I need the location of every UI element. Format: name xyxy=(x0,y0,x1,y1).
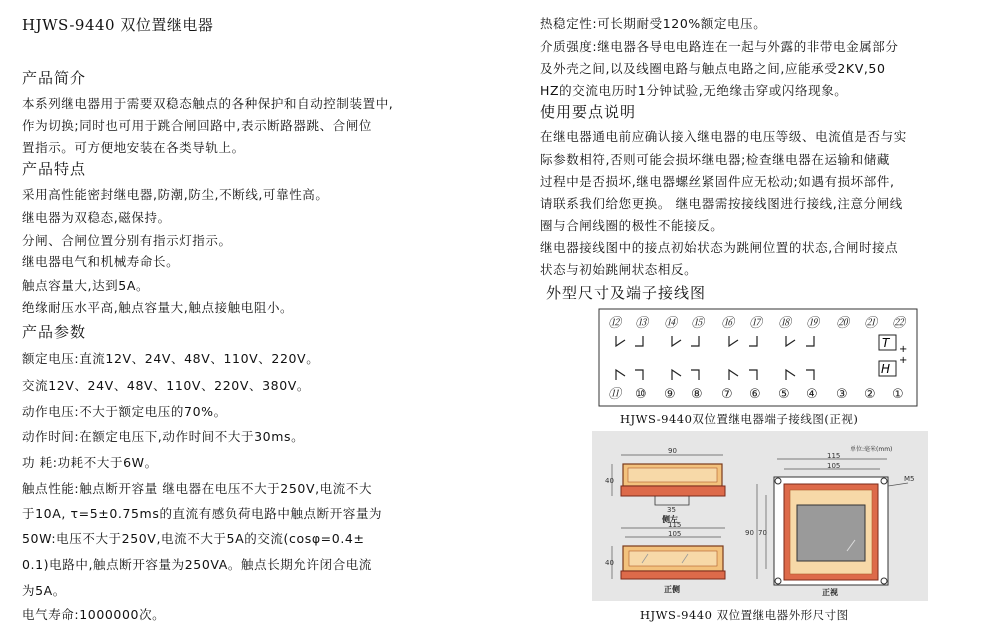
intro-line: 本系列继电器用于需要双稳态触点的各种保护和自动控制装置中, xyxy=(22,96,394,111)
terminal-label: ⑲ xyxy=(806,316,820,331)
param-line: 动作时间:在额定电压下,动作时间不大于30ms。 xyxy=(22,429,305,444)
params-heading: 产品参数 xyxy=(22,323,87,341)
feature-line: 触点容量大,达到5A。 xyxy=(22,278,150,293)
param-line: 额定电压:直流12V、24V、48V、110V、220V。 xyxy=(22,351,320,366)
dim-115: 115 xyxy=(668,521,682,529)
side-left-label: 侧左 xyxy=(662,515,678,524)
wiring-diagram xyxy=(598,308,918,408)
document-title: HJWS-9440 双位置继电器 xyxy=(22,16,214,34)
right-line: 及外壳之间,以及线圈电路与触点电路之间,应能承受2KV,50 xyxy=(540,61,886,76)
feature-line: 继电器为双稳态,磁保持。 xyxy=(22,210,171,225)
diagram-heading: 外型尺寸及端子接线图 xyxy=(546,284,707,302)
unit-label: 单位:毫米(mm) xyxy=(850,446,893,453)
terminal-label: ⑮ xyxy=(691,316,705,331)
dim-90-front: 90 xyxy=(745,529,754,537)
param-line: 于10A, τ=5±0.75ms的直流有感负荷电路中触点断开容量为 xyxy=(22,506,383,521)
terminal-label: ① xyxy=(892,387,904,402)
outline-drawing xyxy=(592,431,928,601)
dim-70: 70 xyxy=(758,529,767,537)
param-line: 动作电压:不大于额定电压的70%。 xyxy=(22,404,227,419)
coil-h-plus: + xyxy=(899,355,908,366)
param-line: 触点性能:触点断开容量 继电器在电压不大于250V,电流不大 xyxy=(22,481,373,496)
usage-line: 过程中是否损坏,继电器螺丝紧固件应无松动;如遇有损坏部件, xyxy=(540,174,895,189)
usage-line: 圈与合闸线圈的极性不能接反。 xyxy=(540,218,724,233)
coil-t-plus: + xyxy=(899,344,908,355)
terminal-label: ⑯ xyxy=(721,316,735,331)
dim-105-front: 105 xyxy=(827,462,841,470)
usage-line: 状态与初始跳闸状态相反。 xyxy=(540,262,698,277)
terminal-label: ㉑ xyxy=(864,316,878,331)
terminal-label: ⑤ xyxy=(778,387,790,402)
right-line: 介质强度:继电器各导电电路连在一起与外露的非带电金属部分 xyxy=(540,39,899,54)
usage-line: 请联系我们给您更换。 继电器需按接线图进行接线,注意分闸线 xyxy=(540,196,903,211)
usage-line: 在继电器通电前应确认接入继电器的电压等级、电流值是否与实 xyxy=(540,129,907,144)
right-line: 热稳定性:可长期耐受120%额定电压。 xyxy=(540,16,767,31)
dim-115-front: 115 xyxy=(827,452,841,460)
terminal-label: ⑬ xyxy=(635,316,649,331)
front-side-label: 正侧 xyxy=(664,585,680,594)
param-line: 为5A。 xyxy=(22,583,66,598)
usage-heading: 使用要点说明 xyxy=(540,103,637,121)
param-line: 50W:电压不大于250V,电流不大于5A的交流(cosφ=0.4± xyxy=(22,531,365,546)
param-line: 电气寿命:1000000次。 xyxy=(22,607,166,622)
dim-40b: 40 xyxy=(605,559,614,567)
features-heading: 产品特点 xyxy=(22,160,87,178)
feature-line: 分闸、合闸位置分别有指示灯指示。 xyxy=(22,233,232,248)
intro-line: 作为切换;同时也可用于跳合闸回路中,表示断路器跳、合闸位 xyxy=(22,118,372,133)
outline-caption: HJWS-9440 双位置继电器外形尺寸图 xyxy=(640,608,849,622)
terminal-label: ⑰ xyxy=(749,316,763,331)
terminal-label: ⑩ xyxy=(635,387,647,402)
param-line: 0.1)电路中,触点断开容量为250VA。触点长期允许闭合电流 xyxy=(22,557,372,572)
terminal-label: ⑱ xyxy=(778,316,792,331)
feature-line: 采用高性能密封继电器,防潮,防尘,不断线,可靠性高。 xyxy=(22,187,329,202)
wiring-caption: HJWS-9440双位置继电器端子接线图(正视) xyxy=(620,412,859,426)
terminal-label: ㉒ xyxy=(892,316,906,331)
terminal-label: ⑪ xyxy=(608,387,622,402)
terminal-label: ② xyxy=(864,387,876,402)
front-view-label: 正视 xyxy=(822,588,838,597)
feature-line: 继电器电气和机械寿命长。 xyxy=(22,254,180,269)
usage-line: 继电器接线图中的接点初始状态为跳闸位置的状态,合闸时接点 xyxy=(540,240,899,255)
terminal-label: ⑧ xyxy=(691,387,703,402)
terminal-label: ⑦ xyxy=(721,387,733,402)
param-line: 交流12V、24V、48V、110V、220V、380V。 xyxy=(22,378,310,393)
front-view-window xyxy=(797,505,865,561)
m5-label: M5 xyxy=(904,475,915,483)
terminal-label: ④ xyxy=(806,387,818,402)
terminal-label: ⑳ xyxy=(836,316,850,331)
terminal-label: ⑫ xyxy=(608,316,622,331)
coil-t-label: T xyxy=(882,336,890,350)
intro-heading: 产品简介 xyxy=(22,69,87,87)
intro-line: 置指示。可方便地安装在各类导轨上。 xyxy=(22,140,245,155)
dim-40: 40 xyxy=(605,477,614,485)
terminal-label: ③ xyxy=(836,387,848,402)
dim-105: 105 xyxy=(668,530,682,538)
right-line: HZ的交流电历时1分钟试验,无绝缘击穿或闪络现象。 xyxy=(540,83,848,98)
feature-line: 绝缘耐压水平高,触点容量大,触点接触电阻小。 xyxy=(22,300,294,315)
param-line: 功 耗:功耗不大于6W。 xyxy=(22,455,158,470)
terminal-label: ⑨ xyxy=(664,387,676,402)
dim-35: 35 xyxy=(667,506,676,514)
terminal-label: ⑥ xyxy=(749,387,761,402)
dim-90: 90 xyxy=(668,447,677,455)
usage-line: 际参数相符,否则可能会损坏继电器;检查继电器在运输和储藏 xyxy=(540,152,890,167)
terminal-label: ⑭ xyxy=(664,316,678,331)
coil-h-label: H xyxy=(881,362,891,376)
